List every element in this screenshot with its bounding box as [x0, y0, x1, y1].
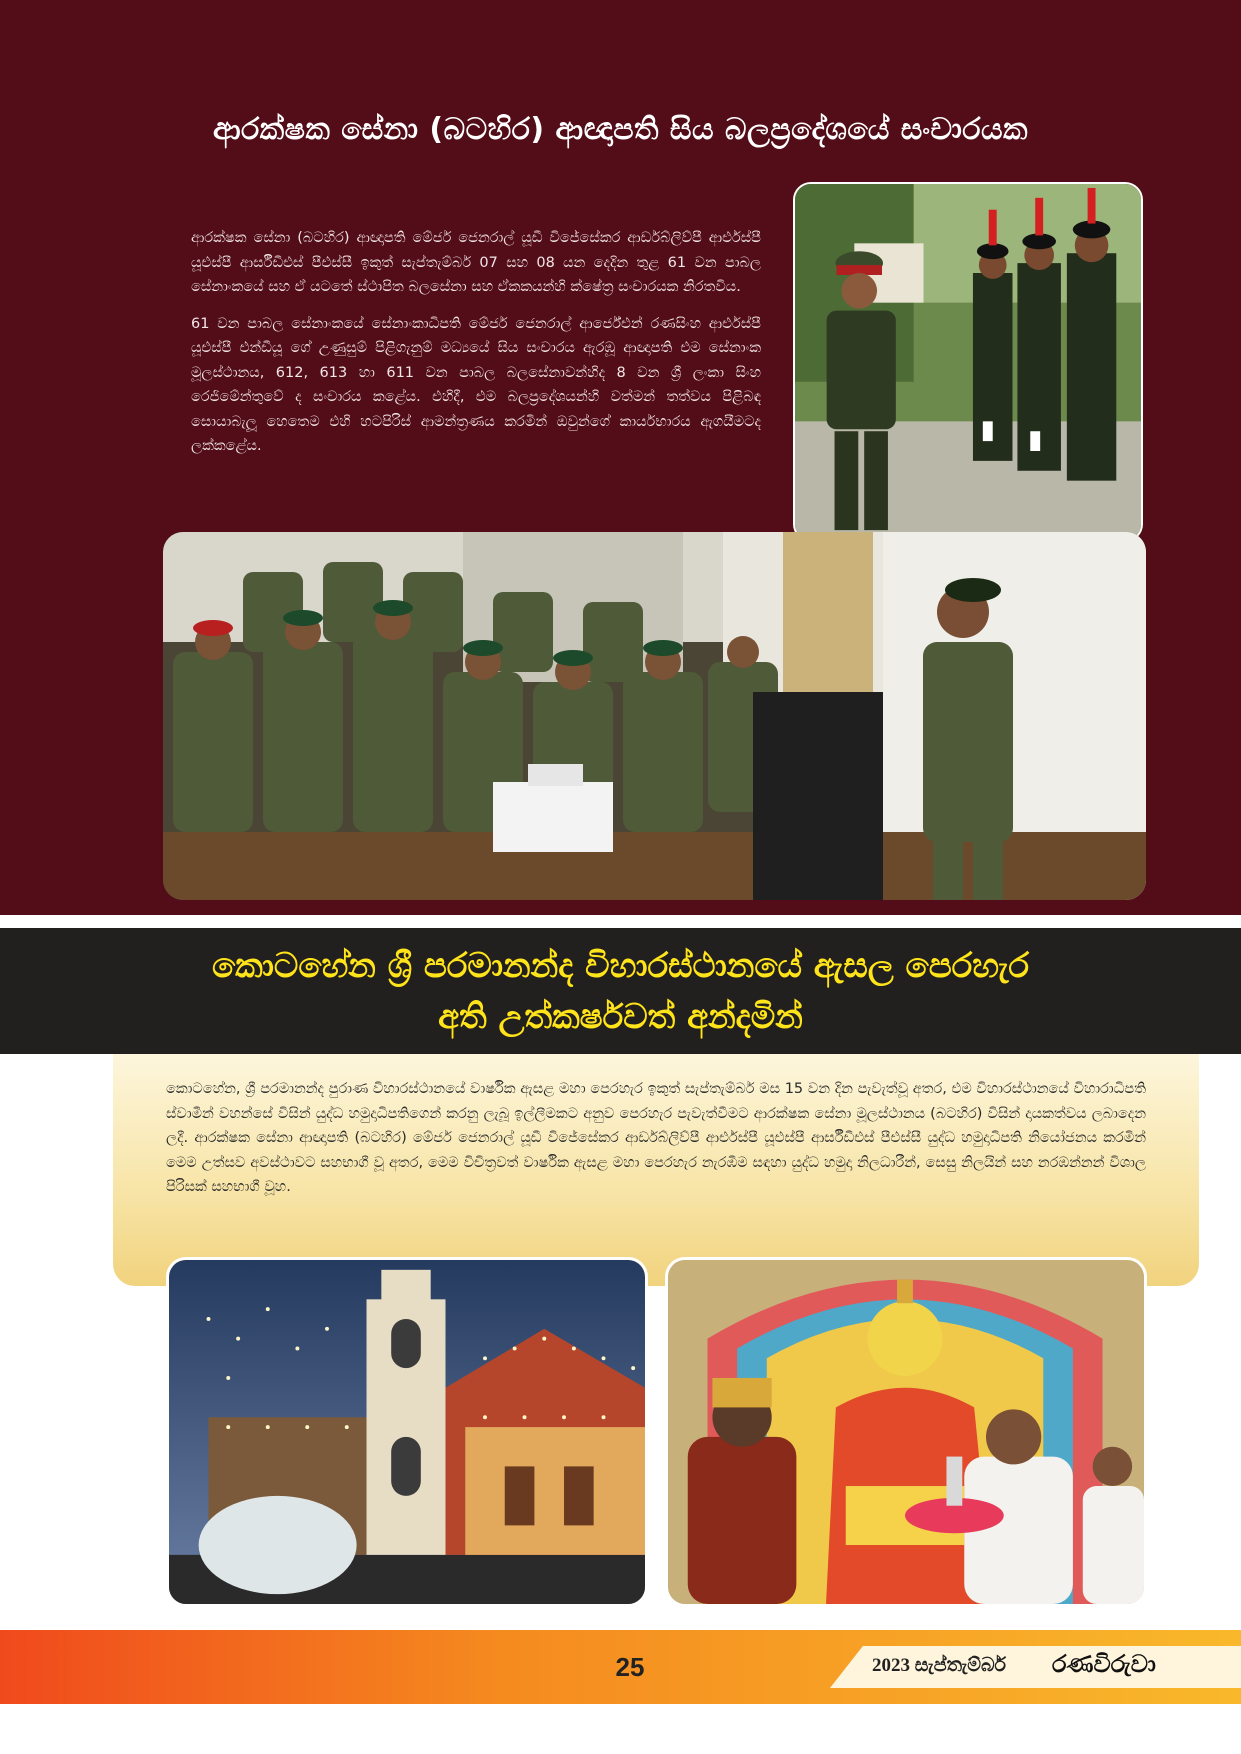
- buddha-statue-photo: [665, 1257, 1147, 1607]
- article-1-body: [191, 226, 761, 471]
- article-2-title-line-2: අති උත්කර්ෂවත් අන්දමින්: [438, 997, 803, 1037]
- temple-night-photo: [166, 1257, 648, 1607]
- article-2-title-line-1: කොටහේන ශ්‍රී පරමානන්ද විහාරස්ථානයේ ඇසල පෙරහැර: [211, 946, 1030, 986]
- magazine-name: රණවිරුවා: [1052, 1650, 1156, 1678]
- page-number: 25: [615, 1652, 645, 1682]
- issue-date: 2023 සැප්තැම්බර්: [872, 1655, 1007, 1676]
- soldiers-address-photo: [163, 532, 1146, 900]
- article-1-title: ආරක්ෂක සේනා (බටහිර) ආඥාපති සිය බලප්‍රදේශයේ සංචාරයක: [213, 112, 1028, 147]
- article-1-paragraph-1: ආරක්ෂක සේනා (බටහිර) ආඥාපති මේජර් ජෙනරාල් යූඩී විජේසේකර ආර්ඩබ්ලිව්පී ආර්එස්පී යූඑස්පී ආර්සීඩීඑස් පීඑස්සී ඉකුත් සැප්තැම්බර් 07 සහ 08 යන දෙදින තුළ 61 වන පාබල සේනාංකයේ සහ ඒ යටතේ ස්ථාපිත බලසේනා සහ ඒකකයන්හි ක්ෂේත්‍ර සංචාරයක නිරතවිය.: [191, 230, 761, 295]
- article-1-paragraph-2: 61 වන පාබල සේනාංකයේ සේනාංකාධිපති මේජර් ජෙනරාල් ආර්ජේඑන් රණසිංහ ආර්එස්පී යූඑස්පී එන්ඩීයූ ගේ උණුසුම් පිළිගැනුම් මධ්‍යයේ සිය සංචාරය ඇරඹූ ආඥාපති එම සේනාංක මූලස්ථානය, 612, 613 හා 611 වන පාබල බලසේනාවන්හිද 8 වන ශ්‍රී ලංකා සිංහ රෙජිමේන්තුවේ ද සංචාරය කළේය. එහිදී, එම බලප්‍රදේශයන්හි වත්මන් තත්වය පිළිබඳ සොයාබැලූ හෙතෙම එහි හටපිරිස් ආමන්ත්‍රණය කරමින් ඔවුන්ගේ කාර්යභාරය ඇගයීමටද ලක්කළේය.: [191, 315, 761, 454]
- commander-inspection-photo: [793, 182, 1143, 542]
- article-2-body: කොටහේන, ශ්‍රී පරමානන්ද පුරාණ විහාරස්ථානයේ වාර්ෂික ඇසළ මහා පෙරහැර ඉකුත් සැප්තැම්බර් මස 15 වන දින පැවැත්වූ අතර, එම විහාරස්ථානයේ විහාරාධිපති ස්වාමීන් වහන්සේ විසින් යුද්ධ හමුදාධිපතිගෙන් කරනු ලැබූ ඉල්ලීමකට අනුව පෙරහැර පැවැත්වීමට ආරක්ෂක සේනා මූලස්ථානය (බටහිර) විසින් දායකත්වය ලබාදෙන ලදී. ආරක්ෂක සේනා ආඥාපති (බටහිර) මේජර් ජෙනරාල් යූඩී විජේසේකර ආර්ඩබ්ලිව්පී ආර්එස්පී යූඑස්පී ආර්සීඩීඑස් පීඑස්සී යුද්ධ හමුදාධිපති නියෝජනය කරමින් මෙම උත්සව අවස්ථාවට සහභාගී වූ අතර, මෙම විචිත්‍රවත් වාර්ෂික ඇසළ මහා පෙරහැර නැරඹීම සඳහා යුද්ධ හමුදා නිලධාරීන්, සෙසු නිලයින් සහ නරඹන්නන් විශාල පිරිසක් සහභාගී වූහ.: [166, 1081, 1146, 1195]
